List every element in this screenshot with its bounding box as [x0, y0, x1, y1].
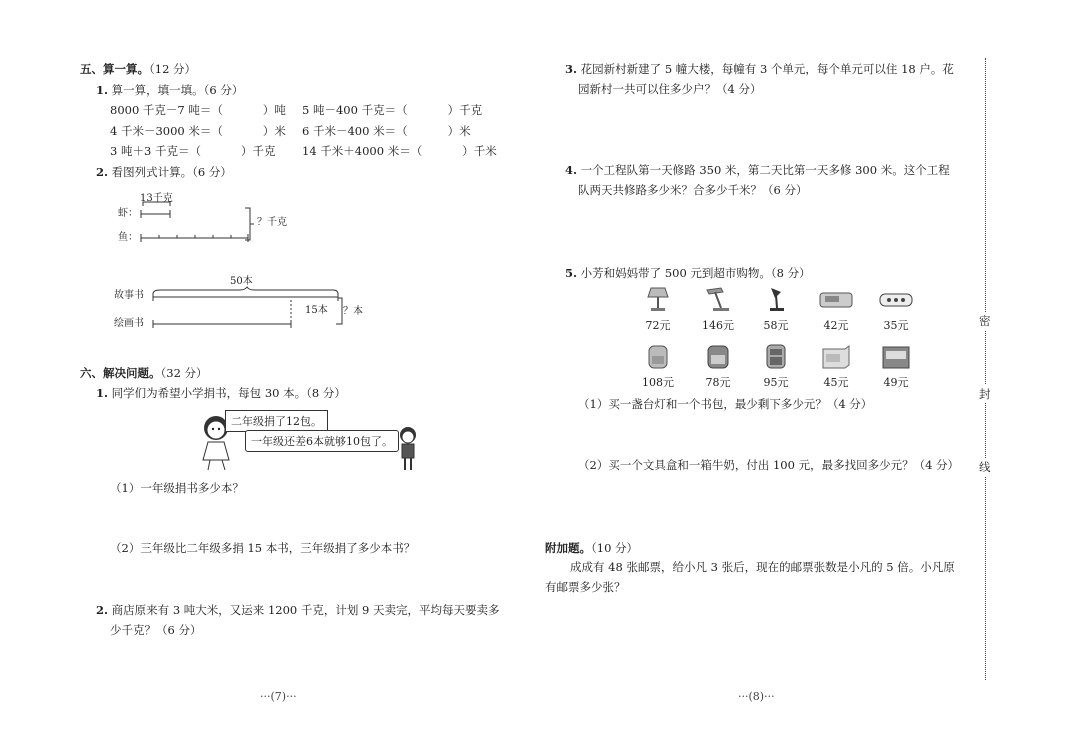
s6-q1b: （2）三年级比二年级多捐 15 本书，三年级捐了多少本书？ [110, 541, 416, 555]
item-milk-carton: 49元 [868, 343, 924, 390]
item-backpack: 108元 [630, 343, 686, 390]
s6-q2-line2: 少千克？（6 分） [110, 623, 202, 637]
lamp-icon [639, 286, 677, 312]
q5-heading: 5. 小芳和妈妈带了 500 元到超市购物。（8 分） [565, 266, 811, 280]
item-milk-box: 45元 [808, 343, 864, 390]
item-lamp: 72元 [630, 286, 686, 333]
s6-q1a: （1）一年级捐书多少本？ [110, 481, 244, 495]
segment-diagram-1 [135, 200, 260, 250]
diagram2-question: ？本 [343, 306, 363, 317]
q5a: （1）买一盏台灯和一个书包，最少剩下多少元？（4 分） [578, 397, 873, 411]
diagram2-row1-label: 故事书 [114, 290, 144, 301]
segment-diagram-2 [150, 286, 345, 331]
section6-heading: 六、解决问题。（32 分） [80, 366, 208, 380]
diagram2-row2-label: 绘画书 [114, 318, 144, 329]
q3-line1: 3. 花园新村新建了 5 幢大楼，每幢有 3 个单元，每个单元可以住 18 户。花 [565, 62, 954, 76]
diagram1-question: ？千克 [257, 217, 287, 228]
diagram1-row2-label: 鱼： [118, 232, 138, 243]
pencil-box-icon [817, 286, 855, 312]
milk-carton-icon [877, 343, 915, 369]
milk-box-icon [817, 343, 855, 369]
diagram1-top-label: 13千克 [140, 193, 173, 204]
fill-item: 14 千米＋4000 米＝（ ）千米 [302, 144, 497, 158]
fill-item: 8000 千克－7 吨＝（ ）吨 [110, 103, 286, 117]
page-number-left: ···(7)··· [260, 690, 297, 703]
item-school-bag: 78元 [690, 343, 746, 390]
binding-char-xian: 线 [979, 458, 991, 476]
section5-heading: 五、算一算。（12 分） [80, 62, 197, 76]
extra-heading: 附加题。（10 分） [545, 541, 639, 555]
boy-illustration [396, 425, 420, 471]
reading-lamp-icon [757, 286, 795, 312]
s5-q2: 2. 看图列式计算。（6 分） [96, 165, 232, 179]
page-number-right: ···(8)··· [738, 690, 775, 703]
q4-line2: 队两天共修路多少米？合多少千米？（6 分） [578, 183, 808, 197]
s5-q1: 1. 算一算，填一填。（6 分） [96, 83, 244, 97]
speech-bubble-boy: 一年级还差6本就够10包了。 [245, 430, 399, 452]
extra-line1: 成成有 48 张邮票，给小凡 3 张后，现在的邮票张数是小凡的 5 倍。小凡原 [570, 560, 955, 574]
extra-line2: 有邮票多少张？ [545, 580, 626, 594]
q5b: （2）买一个文具盒和一箱牛奶，付出 100 元，最多找回多少元？（4 分） [578, 458, 960, 472]
schoolbag-icon [757, 343, 795, 369]
item-pencil-box: 42元 [808, 286, 864, 333]
s6-q2-line1: 2. 商店原来有 3 吨大米，又运来 1200 千克，计划 9 天卖完，平均每天要卖多 [96, 603, 500, 617]
fill-item: 3 吨＋3 千克＝（ ）千克 [110, 144, 276, 158]
binding-dotted-line [985, 58, 986, 680]
diagram1-row1-label: 虾： [118, 208, 138, 219]
s6-q1: 1. 同学们为希望小学捐书，每包 30 本。（8 分） [96, 386, 346, 400]
item-reading-lamp: 58元 [748, 286, 804, 333]
diagram2-top-label: 50本 [230, 276, 253, 287]
fill-item: 4 千米－3000 米＝（ ）米 [110, 124, 286, 138]
binding-char-mi: 密 [979, 312, 991, 330]
item-pen-case: 35元 [868, 286, 924, 333]
diagram2-mid-label: 15本 [305, 305, 328, 316]
speech-bubble-girl: 二年级捐了12包。 [225, 410, 328, 432]
school-bag-icon [699, 343, 737, 369]
desk-lamp-icon [699, 286, 737, 312]
item-desk-lamp: 146元 [690, 286, 746, 333]
item-schoolbag: 95元 [748, 343, 804, 390]
pen-case-icon [877, 286, 915, 312]
binding-char-feng: 封 [979, 385, 991, 403]
backpack-icon [639, 343, 677, 369]
q3-line2: 园新村一共可以住多少户？（4 分） [578, 82, 762, 96]
q4-line1: 4. 一个工程队第一天修路 350 米，第二天比第一天多修 300 米。这个工程 [565, 163, 950, 177]
fill-item: 6 千米－400 米＝（ ）米 [302, 124, 471, 138]
fill-item: 5 吨－400 千克＝（ ）千克 [302, 103, 483, 117]
